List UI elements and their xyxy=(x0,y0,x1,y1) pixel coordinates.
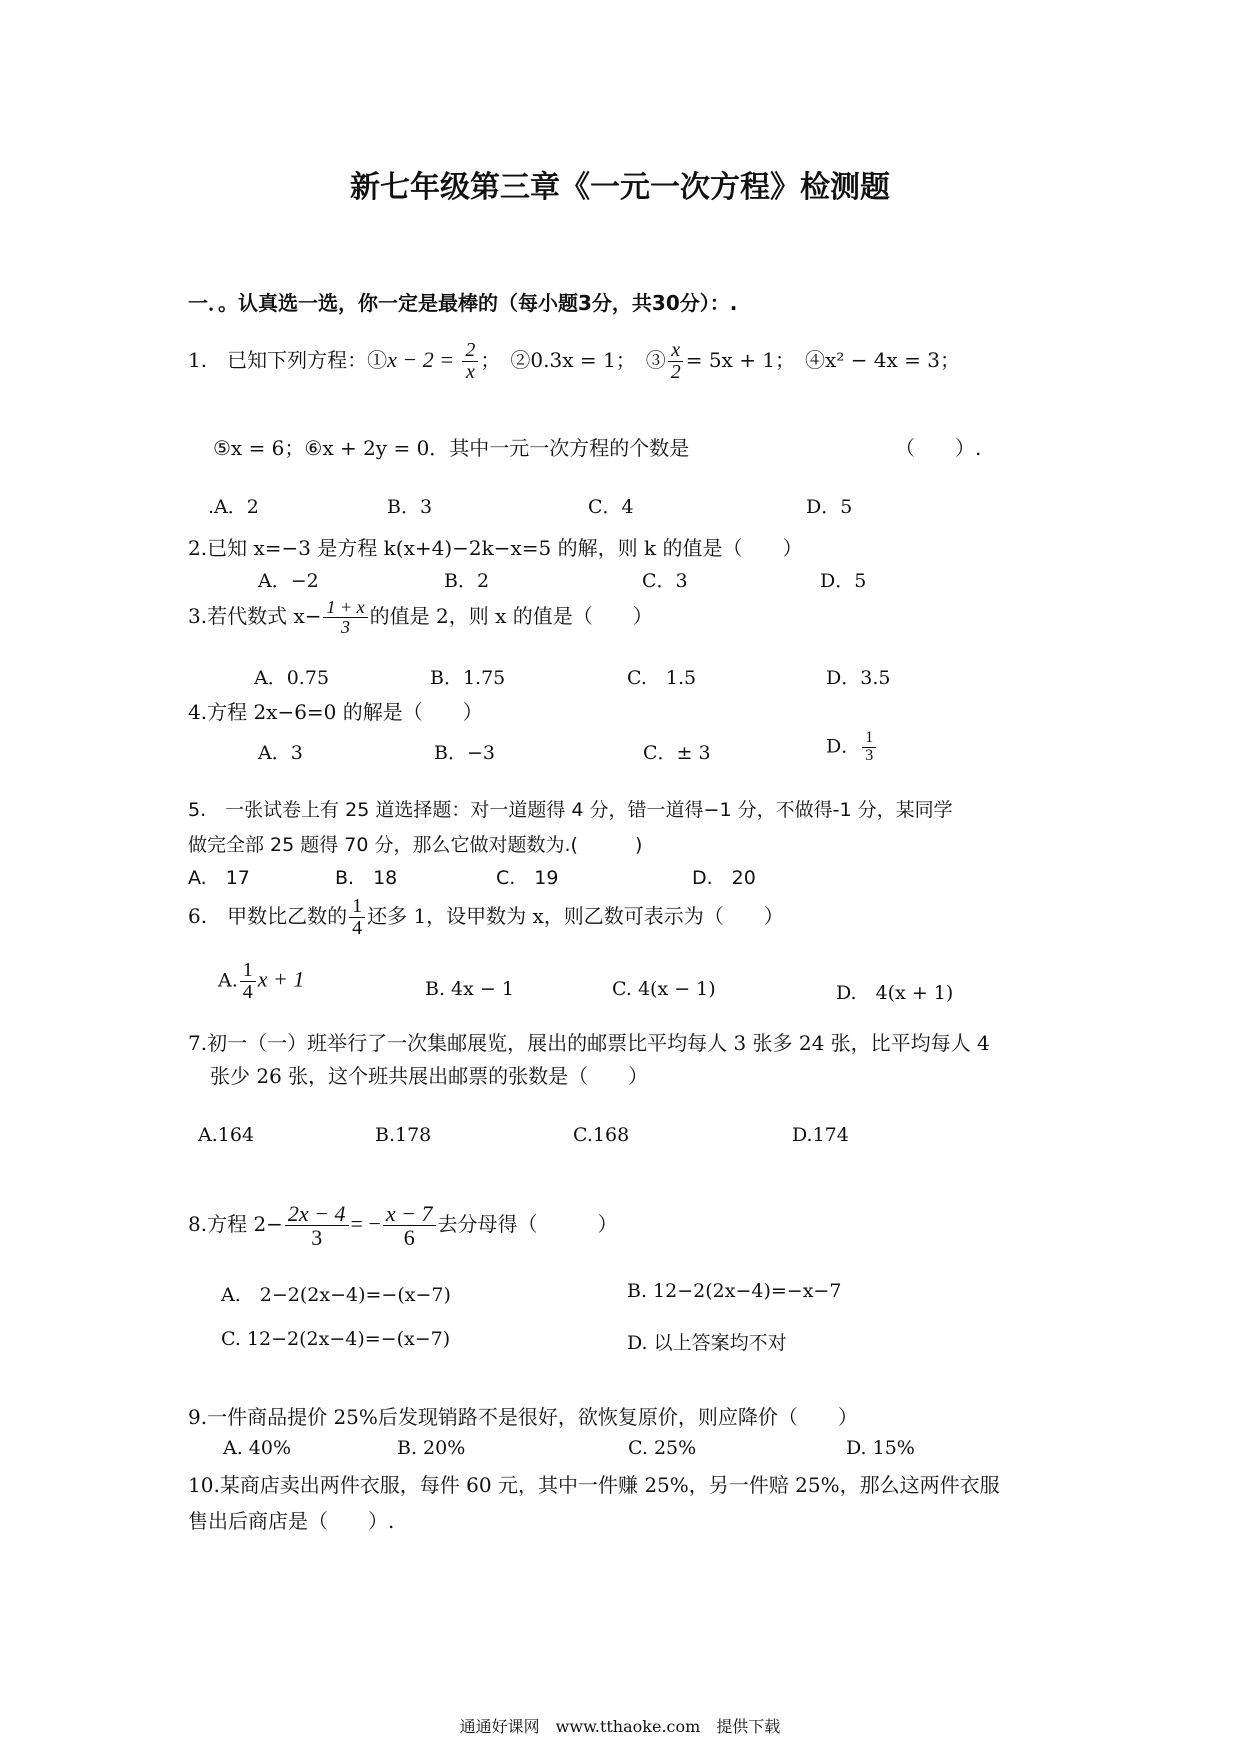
q8-frac2-den: 6 xyxy=(403,1225,415,1251)
q8-option-c: C. 12−2(2x−4)=−(x−7) xyxy=(221,1328,451,1350)
q3-fraction xyxy=(323,598,367,637)
q6-option-a-rest: x + 1 xyxy=(257,966,305,992)
q1-option-d: D．5 xyxy=(806,496,853,518)
q4-option-d-label: D． xyxy=(826,735,861,758)
q6-option-d: D. 4(x + 1) xyxy=(836,982,954,1004)
q8-fraction-2 xyxy=(383,1202,436,1249)
q7-option-d: D.174 xyxy=(792,1124,849,1146)
question-1-line-1 xyxy=(188,340,960,383)
q1-option-c: C．4 xyxy=(588,496,634,518)
question-7-line-1: 7.初一（一）班举行了一次集邮展览，展出的邮票比平均每人 3 张多 24 张，比平均每人 4 xyxy=(188,1031,990,1055)
q4-option-a: A．3 xyxy=(258,742,303,764)
q5-option-a: A. 17 xyxy=(188,867,250,889)
q7-option-a: A.164 xyxy=(198,1124,255,1146)
question-10-line-1: 10.某商店卖出两件衣服，每件 60 元，其中一件赚 25%，另一件赔 25%，那么这两件衣服 xyxy=(188,1473,1000,1497)
q6-option-c: C. 4(x − 1) xyxy=(612,978,716,1000)
q1-eq3-den: 2 xyxy=(670,361,681,383)
q8-option-d: D. 以上答案均不对 xyxy=(627,1332,787,1354)
q9-option-b: B. 20% xyxy=(397,1437,466,1459)
q6-prefix: 6. 甲数比乙数的 xyxy=(188,904,348,928)
q6-den: 4 xyxy=(352,917,363,939)
q3-option-a: A．0.75 xyxy=(254,667,330,689)
q7-option-b: B.178 xyxy=(375,1124,432,1146)
question-5-line-2: 做完全部 25 题得 70 分，那么它做对题数为.( ) xyxy=(188,834,643,856)
q6-option-a xyxy=(218,960,304,1003)
q1-eq2: ； ②0.3x = 1； ③ xyxy=(480,348,666,372)
q3-prefix: 3.若代数式 x− xyxy=(188,603,322,628)
q8-fraction-1 xyxy=(285,1202,349,1249)
q4-option-b: B．−3 xyxy=(434,742,495,764)
q8-prefix: 8.方程 2− xyxy=(188,1212,283,1237)
q8-frac1-num: 2x − 4 xyxy=(285,1202,349,1226)
q1-eq1-num: 2 xyxy=(462,340,478,362)
q8-option-b: B. 12−2(2x−4)=−x−7 xyxy=(627,1280,842,1302)
q8-suffix: 去分母得（ ） xyxy=(437,1212,618,1237)
q2-option-b: B．2 xyxy=(444,570,490,592)
q8-frac2-num: x − 7 xyxy=(383,1202,436,1226)
q3-option-c: C. 1.5 xyxy=(627,667,697,689)
q3-den: 3 xyxy=(341,616,351,637)
q4-option-d xyxy=(826,730,878,765)
q8-frac1-den: 3 xyxy=(311,1225,323,1251)
question-3 xyxy=(188,598,653,637)
q1-option-a: .A．2 xyxy=(208,496,259,518)
q9-option-a: A. 40% xyxy=(223,1437,292,1459)
q1-eq1-den: x xyxy=(465,361,475,383)
q4-option-c: C．± 3 xyxy=(643,742,711,764)
question-8 xyxy=(188,1202,618,1249)
q1-option-b: B．3 xyxy=(387,496,433,518)
question-1-line-2: ⑤x = 6；⑥x + 2y = 0．其中一元一次方程的个数是 xyxy=(213,436,690,460)
q8-option-a: A. 2−2(2x−4)=−(x−7) xyxy=(221,1284,451,1306)
q1-eq3-fraction xyxy=(668,340,684,383)
question-9: 9.一件商品提价 25%后发现销路不是很好，欲恢复原价，则应降价（ ） xyxy=(188,1405,858,1429)
q8-middle: = − xyxy=(350,1211,381,1237)
q6-fraction xyxy=(349,896,365,939)
q1-eq3-num: x xyxy=(668,340,683,362)
q6-option-b: B. 4x − 1 xyxy=(425,978,514,1000)
question-7-line-2: 张少 26 张，这个班共展出邮票的张数是（ ） xyxy=(210,1064,649,1088)
q1-eq1-lhs: x − 2 = xyxy=(387,347,455,372)
q2-option-d: D．5 xyxy=(820,570,867,592)
q6-num: 1 xyxy=(349,896,365,918)
q4-option-d-fraction xyxy=(862,730,876,765)
section-heading: 一．。认真选一选，你一定是最棒的（每小题3分，共30分）：. xyxy=(188,291,738,315)
q3-num: 1 + x xyxy=(323,598,367,618)
q2-option-a: A．−2 xyxy=(258,570,319,592)
q9-option-c: C. 25% xyxy=(628,1437,697,1459)
q3-option-d: D．3.5 xyxy=(826,667,891,689)
q6-a-den: 4 xyxy=(242,981,253,1003)
q3-suffix: 的值是 2，则 x 的值是（ ） xyxy=(369,603,653,628)
q3-option-b: B．1.75 xyxy=(430,667,506,689)
question-4: 4.方程 2x−6=0 的解是（ ） xyxy=(188,700,483,724)
q1-prefix: 1. 已知下列方程：① xyxy=(188,348,388,372)
page-title: 新七年级第三章《一元一次方程》检测题 xyxy=(350,170,890,205)
question-6 xyxy=(188,896,784,939)
question-1-answer-paren: （ ）. xyxy=(895,436,982,460)
q1-eq3-rhs: = 5x + 1； ④x² − 4x = 3； xyxy=(685,348,961,372)
q5-option-b: B. 18 xyxy=(335,867,398,889)
q9-option-d: D. 15% xyxy=(846,1437,915,1459)
q6-option-a-label: A. xyxy=(218,969,238,992)
q4-d-num: 1 xyxy=(862,730,876,748)
q5-option-c: C. 19 xyxy=(496,867,559,889)
q7-option-c: C.168 xyxy=(573,1124,630,1146)
question-10-line-2: 售出后商店是（ ）. xyxy=(188,1509,395,1533)
q6-suffix: 还多 1，设甲数为 x，则乙数可表示为（ ） xyxy=(367,904,784,928)
q4-d-den: 3 xyxy=(865,746,874,764)
q1-eq1-fraction xyxy=(462,340,478,383)
q6-option-a-fraction xyxy=(240,960,256,1003)
q6-a-num: 1 xyxy=(240,960,256,982)
question-2: 2.已知 x=−3 是方程 k(x+4)−2k−x=5 的解，则 k 的值是（ ） xyxy=(188,536,803,560)
question-5-line-1: 5. 一张试卷上有 25 道选择题：对一道题得 4 分，错一道得−1 分，不做得-1 分，某同学 xyxy=(188,799,953,821)
q2-option-c: C．3 xyxy=(642,570,688,592)
footer-source: 通通好课网 www.tthaoke.com 提供下载 xyxy=(459,1717,781,1736)
q5-option-d: D. 20 xyxy=(692,867,756,889)
